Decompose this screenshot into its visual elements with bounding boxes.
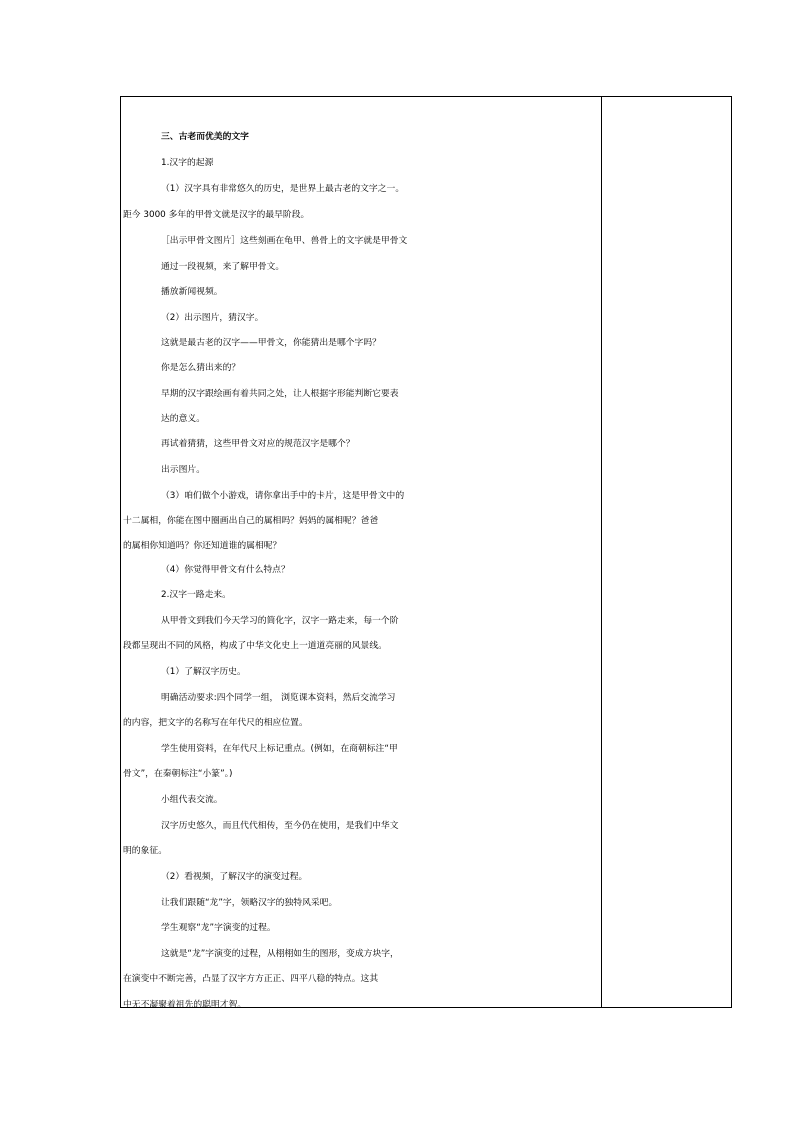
paragraph-line: 距今 3000 多年的甲骨文就是汉字的最早阶段。 (123, 210, 310, 220)
paragraph-line: 明确活动要求:四个同学一组， 浏览课本资料，然后交流学习 (161, 693, 396, 703)
paragraph-line: 从甲骨文到我们今天学习的简化字，汉字一路走来，每一个阶 (161, 616, 399, 626)
paragraph-line: （4）你觉得甲骨文有什么特点？ (161, 565, 290, 575)
paragraph-line: 播放新闻视频。 (161, 287, 223, 297)
paragraph-line: 你是怎么猜出来的？ (161, 363, 241, 373)
paragraph-line: 早期的汉字跟绘画有着共同之处，让人根据字形能判断它要表 (161, 389, 399, 399)
paragraph-line: 的属相你知道吗？你还知道谁的属相呢？ (123, 541, 282, 551)
paragraph-line: 十二属相，你能在图中圈画出自己的属相吗？妈妈的属相呢？爸爸 (123, 516, 379, 526)
paragraph-line: （2）出示图片，猜汉字。 (161, 313, 264, 323)
paragraph-line: 小组代表交流。 (161, 795, 223, 805)
paragraph-line: 明的象征。 (123, 846, 167, 856)
paragraph-line: 1.汉字的起源 (161, 158, 214, 168)
paragraph-line: 骨文”，在秦朝标注“小篆”。) (123, 769, 233, 779)
paragraph-line: 学生使用资料，在年代尺上标记重点。(例如，在商朝标注“甲 (161, 744, 398, 754)
paragraph-line: 让我们跟随“龙”字，领略汉字的独特风采吧。 (161, 898, 338, 908)
lesson-content-cell (121, 97, 601, 1010)
paragraph-line: 通过一段视频，来了解甲骨文。 (161, 262, 285, 272)
section-heading: 三、古老而优美的文字 (161, 132, 249, 142)
column-divider (601, 97, 602, 1007)
lesson-table (120, 96, 732, 1008)
paragraph-line: 这就是“龙”字演变的过程，从栩栩如生的图形，变成方块字， (161, 949, 399, 959)
paragraph-line: （3）咱们做个小游戏，请你拿出手中的卡片，这是甲骨文中的 (161, 491, 405, 501)
paragraph-line: 2.汉字一路走来。 (161, 590, 231, 600)
paragraph-line: 再试着猜猜，这些甲骨文对应的规范汉字是哪个？ (161, 439, 355, 449)
paragraph-line: 出示图片。 (161, 465, 205, 475)
paragraph-line: 达的意义。 (161, 414, 205, 424)
paragraph-line: （2）看视频，了解汉字的演变过程。 (161, 872, 308, 882)
paragraph-line: 这就是最古老的汉字——甲骨文，你能猜出是哪个字吗？ (161, 338, 381, 348)
paragraph-line: 学生观察“龙”字演变的过程。 (161, 923, 276, 933)
paragraph-line: （1）汉字具有非常悠久的历史，是世界上最古老的文字之一。 (161, 184, 405, 194)
paragraph-line: 在演变中不断完善，凸显了汉字方方正正、四平八稳的特点。这其 (123, 974, 379, 984)
paragraph-line: 中无不凝聚着祖先的聪明才智。 (123, 1000, 247, 1010)
paragraph-line: 段都呈现出不同的风格，构成了中华文化史上一道道亮丽的风景线。 (123, 641, 387, 651)
paragraph-line: ［出示甲骨文图片］这些刻画在龟甲、兽骨上的文字就是甲骨文 (161, 236, 408, 246)
paragraph-line: （1）了解汉字历史。 (161, 667, 246, 677)
paragraph-line: 汉字历史悠久，而且代代相传，至今仍在使用，是我们中华文 (161, 821, 399, 831)
paragraph-line: 的内容，把文字的名称写在年代尺的相应位置。 (123, 718, 308, 728)
